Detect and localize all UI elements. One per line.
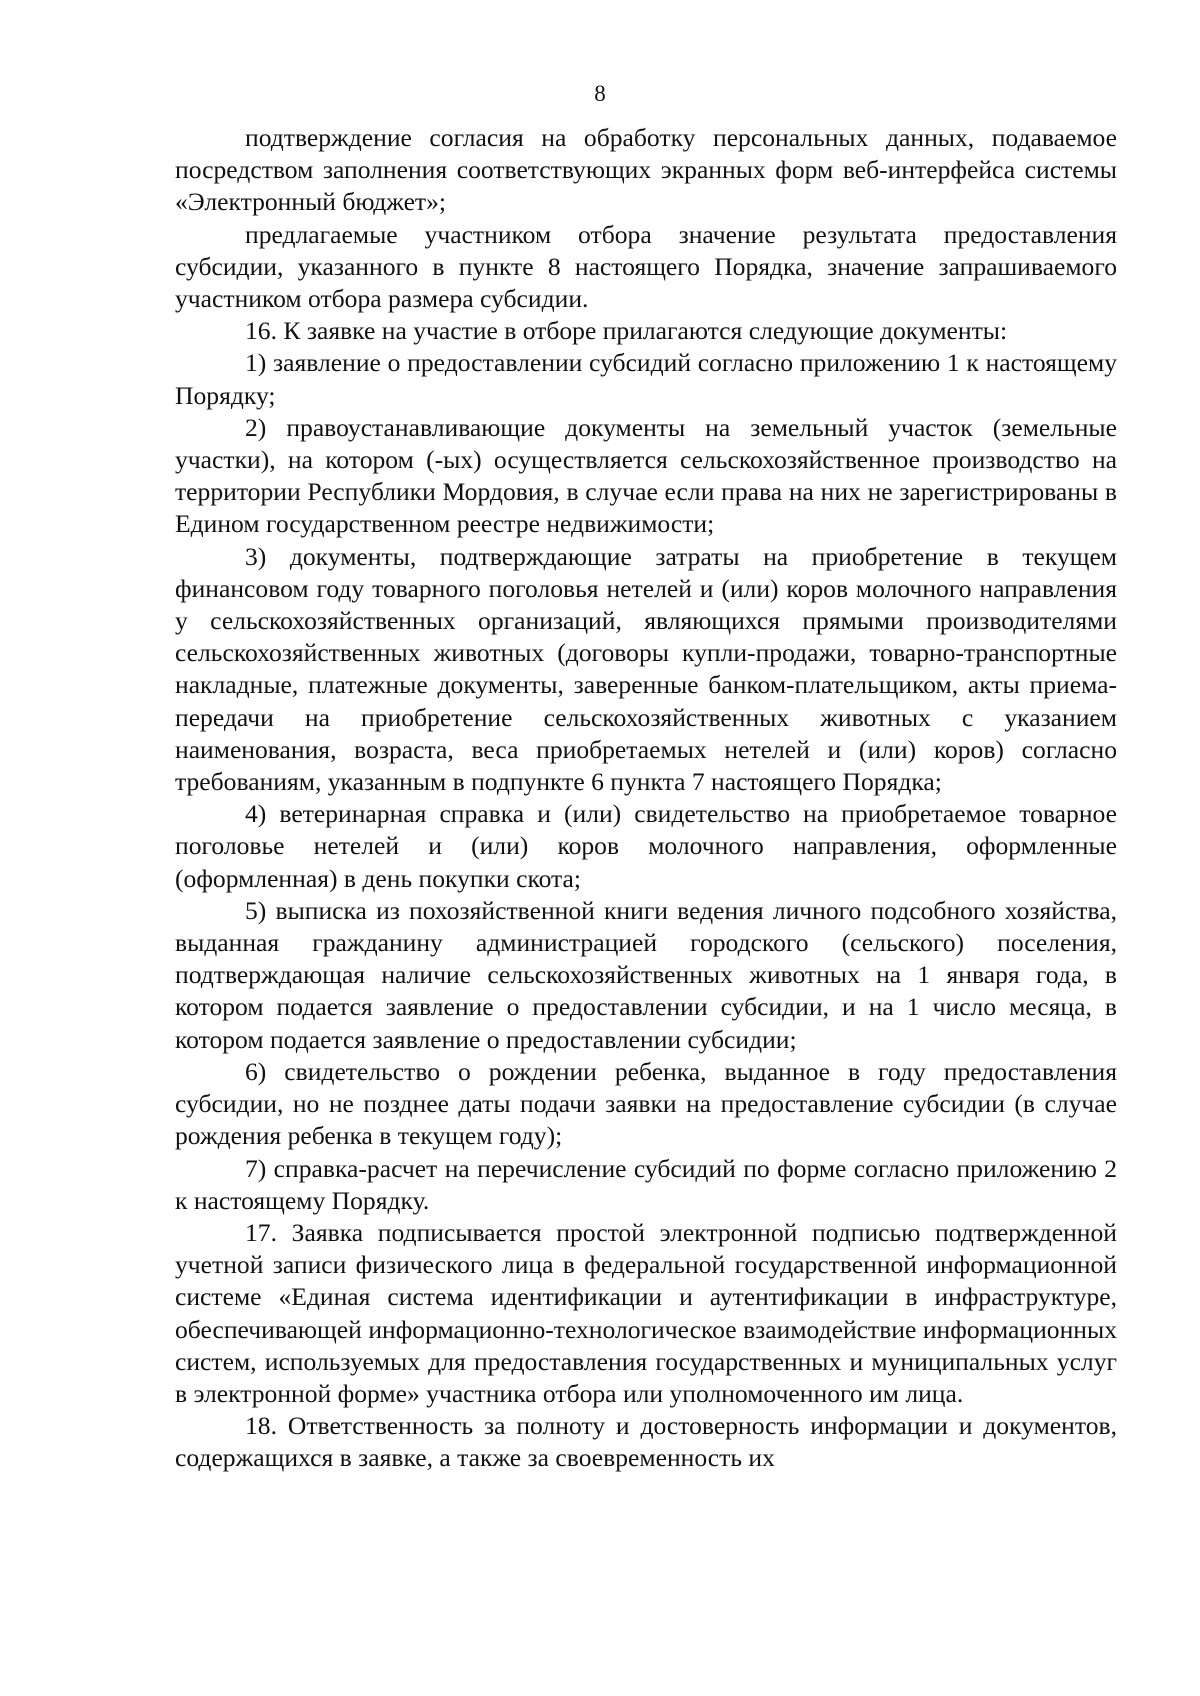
paragraph-item-18: 18. Ответственность за полноту и достоверность информации и документов, содержащихся в заявке, а также за своевременность их [175,1411,1117,1473]
paragraph-subitem-5: 5) выписка из похозяйственной книги ведения личного подсобного хозяйства, выданная гражданину администрацией городского (сельского) поселения, подтверждающая наличие сельскохозяйственных животных на 1 января года, в котором подается заявление о предоставлении субсидии, и на 1 число месяца, в котором подается заявление о предоставлении субсидии; [175,895,1117,1054]
document-body [175,122,1117,1475]
paragraph-subitem-4: 4) ветеринарная справка и (или) свидетельство на приобретаемое товарное поголовье нетелей и (или) коров молочного направления, оформленные (оформленная) в день покупки скота; [175,799,1117,893]
paragraph-result-value: предлагаемые участником отбора значение результата предоставления субсидии, указанного в пункте 8 настоящего Порядка, значение запрашиваемого участником отбора размера субсидии. [175,219,1117,314]
paragraph-item-17: 17. Заявка подписывается простой электронной подписью подтвержденной учетной записи физического лица в федеральной государственной информационной системе «Единая система идентификации и аутентификации в инфраструктуре, обеспечивающей информационно-технологическое взаимодействие информационных систем, используемых для предоставления государственных и муниципальных услуг в электронной форме» участника отбора или уполномоченного им лица. [175,1217,1117,1408]
paragraph-subitem-6: 6) свидетельство о рождении ребенка, выданное в году предоставления субсидии, но не позднее даты подачи заявки на предоставление субсидии (в случае рождения ребенка в текущем году); [175,1056,1117,1151]
paragraph-subitem-3: 3) документы, подтверждающие затраты на приобретение в текущем финансовом году товарного поголовья нетелей и (или) коров молочного направления у сельскохозяйственных организаций, являющихся прямыми производителями сельскохозяйственных животных (договоры купли-продажи, товарно-транспортные накладные, платежные документы, заверенные банком-плательщиком, акты приема-передачи на приобретение сельскохозяйственных животных с указанием наименования, возраста, веса приобретаемых нетелей и (или) коров) согласно требованиям, указанным в подпункте 6 пункта 7 настоящего Порядка; [175,541,1117,797]
page-number: 8 [594,81,606,106]
paragraph-item-16: 16. К заявке на участие в отборе прилагаются следующие документы: [245,316,1008,346]
paragraph-subitem-1: 1) заявление о предоставлении субсидий согласно приложению 1 к настоящему Порядку; [175,348,1117,410]
paragraph-personal-data-consent: подтверждение согласия на обработку персональных данных, подаваемое посредством заполнения соответствующих экранных форм веб-интерфейса системы «Электронный бюджет»; [175,123,1117,217]
paragraph-subitem-7: 7) справка-расчет на перечисление субсидий по форме согласно приложению 2 к настоящему Порядку. [175,1153,1117,1215]
paragraph-subitem-2: 2) правоустанавливающие документы на земельный участок (земельные участки), на котором (-ых) осуществляется сельскохозяйственное производство на территории Республики Мордовия, в случае если права на них не зарегистрированы в Едином государственном реестре недвижимости; [175,412,1117,539]
